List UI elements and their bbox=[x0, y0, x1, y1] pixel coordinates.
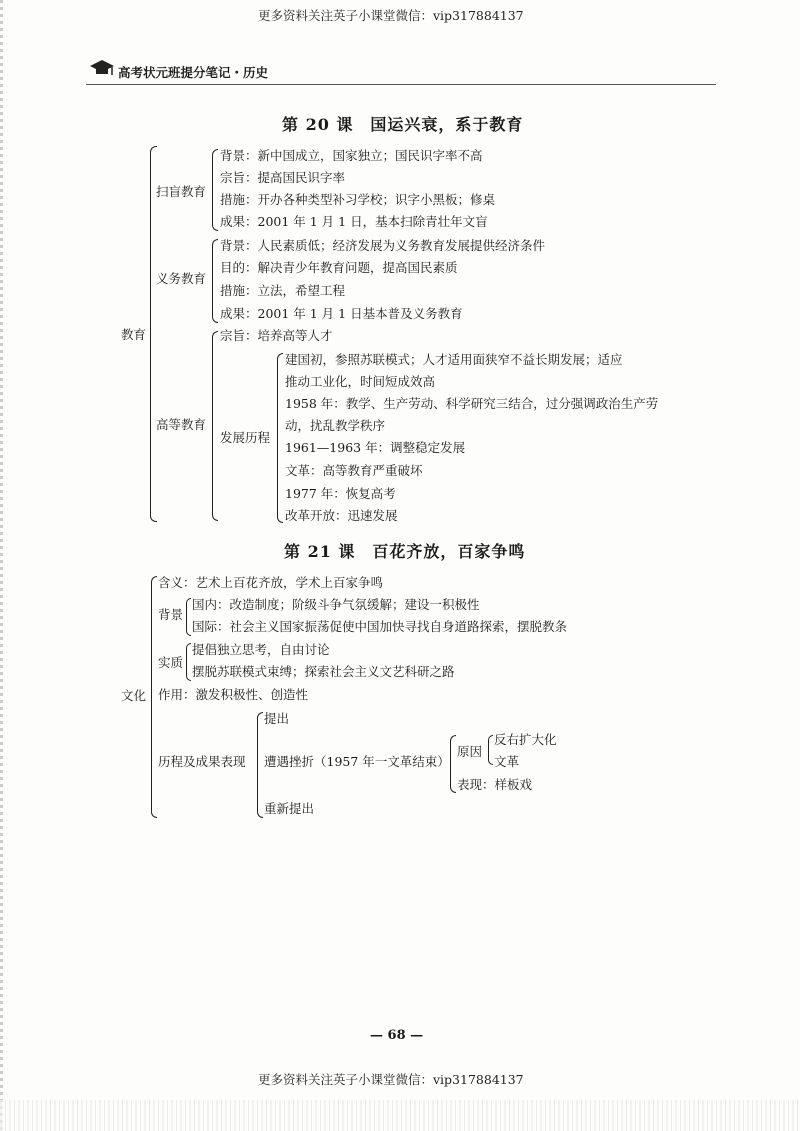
essence-brace bbox=[186, 643, 191, 681]
lesson20-title: 第 20 课 国运兴衰，系于教育 bbox=[282, 115, 524, 134]
dev-item: 建国初，参照苏联模式；人才适用面狭窄不益长期发展；适应 bbox=[285, 352, 623, 367]
background-item: 国内：改造制度；阶级斗争气氛缓解；建设一积极性 bbox=[192, 597, 480, 612]
manifest: 表现：样板戏 bbox=[457, 777, 533, 792]
header-rule bbox=[86, 84, 716, 85]
background-label: 背景 bbox=[158, 607, 184, 622]
higher-brace bbox=[212, 331, 218, 521]
meaning: 含义：艺术上百花齐放，学术上百家争鸣 bbox=[158, 575, 384, 590]
higher-label: 高等教育 bbox=[156, 417, 207, 432]
dev-item: 1958 年：教学、生产劳动、科学研究三结合，过分强调政治生产劳 bbox=[285, 396, 659, 411]
scan-noise bbox=[0, 1100, 800, 1131]
cause-brace bbox=[488, 735, 493, 765]
essence-item: 摆脱苏联模式束缚；探索社会主义文艺科研之路 bbox=[192, 664, 455, 679]
effect: 作用：激发积极性、创造性 bbox=[158, 687, 309, 702]
essence-item: 提倡独立思考，自由讨论 bbox=[192, 642, 330, 657]
lesson21-title: 第 21 课 百花齐放，百家争鸣 bbox=[284, 542, 526, 561]
setback-brace bbox=[450, 735, 456, 793]
page-number: — 68 — bbox=[370, 1028, 424, 1043]
higher-purpose: 宗旨：培养高等人才 bbox=[220, 328, 333, 343]
dev-brace bbox=[277, 353, 283, 523]
watermark-bottom: 更多资料关注英子小课堂微信：vip317884137 bbox=[258, 1072, 524, 1087]
compulsory-item: 背景：人民素质低；经济发展为义务教育发展提供经济条件 bbox=[220, 238, 546, 253]
literacy-item: 成果：2001 年 1 月 1 日，基本扫除青壮年文盲 bbox=[220, 214, 488, 229]
scan-edge bbox=[0, 0, 3, 1131]
history-brace bbox=[257, 712, 263, 818]
history-proposed: 提出 bbox=[264, 711, 290, 726]
cause-item: 文革 bbox=[494, 754, 520, 769]
compulsory-item: 措施：立法，希望工程 bbox=[220, 283, 346, 298]
dev-item: 改革开放：迅速发展 bbox=[285, 508, 398, 523]
dev-item: 动，扰乱教学秩序 bbox=[285, 418, 386, 433]
history-reproposed: 重新提出 bbox=[264, 801, 315, 816]
compulsory-label: 义务教育 bbox=[156, 271, 207, 286]
graduation-cap-icon bbox=[88, 58, 116, 78]
dev-item: 推动工业化，时间短成效高 bbox=[285, 374, 436, 389]
dev-item: 1961—1963 年：调整稳定发展 bbox=[285, 440, 466, 455]
book-title: 高考状元班提分笔记・历史 bbox=[118, 65, 269, 80]
literacy-brace bbox=[212, 149, 218, 231]
literacy-item: 措施：开办各种类型补习学校；识字小黑板；修桌 bbox=[220, 192, 496, 207]
edu-root-label: 教育 bbox=[121, 327, 147, 342]
culture-root-label: 文化 bbox=[121, 688, 147, 703]
edu-root-brace bbox=[150, 146, 157, 522]
watermark-top: 更多资料关注英子小课堂微信：vip317884137 bbox=[258, 8, 524, 23]
literacy-label: 扫盲教育 bbox=[156, 184, 207, 199]
dev-item: 1977 年：恢复高考 bbox=[285, 486, 396, 501]
dev-item: 文革：高等教育严重破坏 bbox=[285, 463, 423, 478]
dev-label: 发展历程 bbox=[220, 430, 271, 445]
compulsory-brace bbox=[212, 239, 218, 323]
essence-label: 实质 bbox=[158, 655, 184, 670]
culture-root-brace bbox=[151, 576, 157, 818]
literacy-item: 背景：新中国成立，国家独立；国民识字率不高 bbox=[220, 148, 483, 163]
background-brace bbox=[186, 598, 191, 636]
literacy-item: 宗旨：提高国民识字率 bbox=[220, 170, 346, 185]
compulsory-item: 成果：2001 年 1 月 1 日基本普及义务教育 bbox=[220, 306, 463, 321]
history-label: 历程及成果表现 bbox=[158, 754, 246, 769]
cause-item: 反右扩大化 bbox=[494, 732, 557, 747]
history-setback: 遭遇挫折（1957 年一文革结束） bbox=[264, 754, 450, 769]
background-item: 国际：社会主义国家振荡促使中国加快寻找自身道路探索，摆脱教条 bbox=[192, 619, 568, 634]
cause-label: 原因 bbox=[457, 744, 483, 759]
compulsory-item: 目的：解决青少年教育问题，提高国民素质 bbox=[220, 260, 458, 275]
